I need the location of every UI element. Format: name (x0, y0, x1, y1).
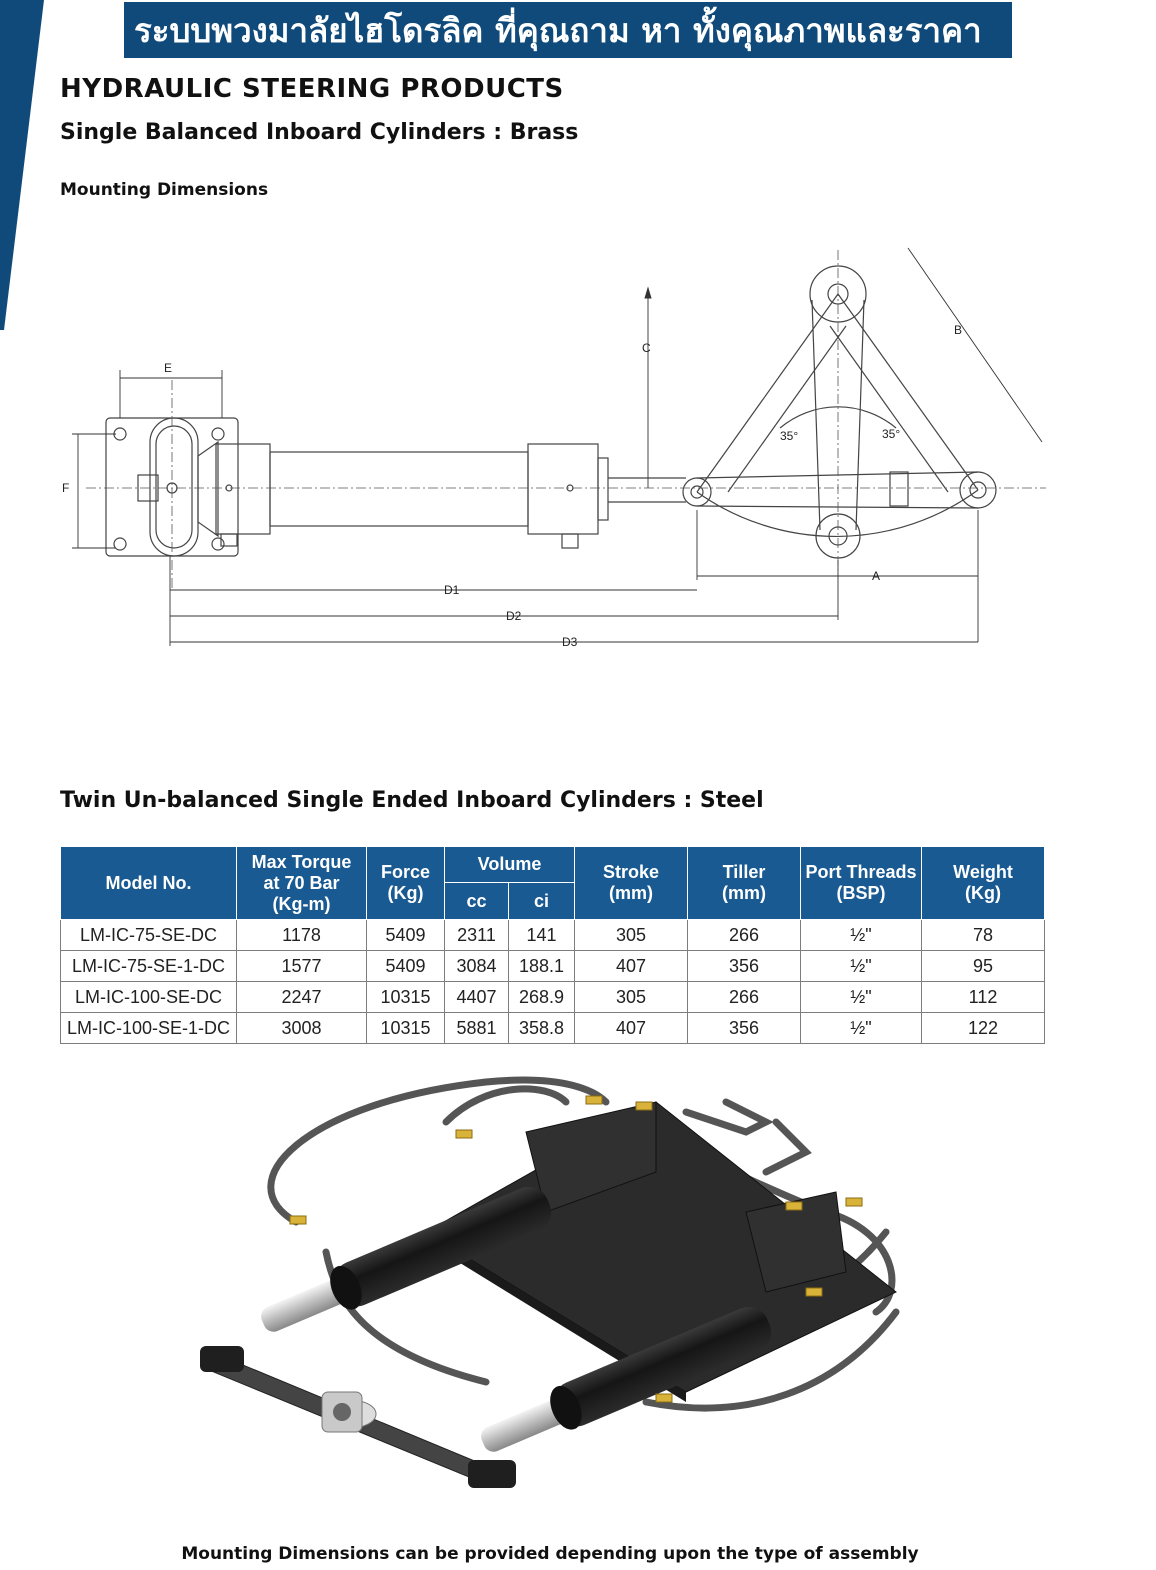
cell-port: ½" (801, 1013, 922, 1044)
cell-tiller: 266 (688, 982, 801, 1013)
cell-model: LM-IC-75-SE-DC (61, 920, 237, 951)
cell-model: LM-IC-75-SE-1-DC (61, 951, 237, 982)
table-row (61, 920, 1045, 951)
header-ci: ci (509, 883, 575, 920)
angle-label-left: 35° (780, 429, 799, 443)
header-stroke: Stroke (mm) (575, 847, 688, 920)
cell-tiller: 266 (688, 920, 801, 951)
cell-weight: 95 (922, 951, 1045, 982)
cell-stroke: 407 (575, 951, 688, 982)
twin-cylinder-product-image (186, 1062, 926, 1512)
dim-label-a: A (872, 569, 881, 583)
dim-label-b: B (954, 323, 963, 337)
cell-tiller: 356 (688, 951, 801, 982)
side-accent-bar (0, 0, 60, 340)
cell-force: 10315 (367, 982, 445, 1013)
cell-model: LM-IC-100-SE-1-DC (61, 1013, 237, 1044)
cylinder-rear-cap (216, 444, 270, 534)
cell-torque: 2247 (237, 982, 367, 1013)
cell-tiller: 356 (688, 1013, 801, 1044)
table-heading: Twin Un-balanced Single Ended Inboard Cylinders : Steel (60, 788, 764, 813)
header-torque: Max Torque at 70 Bar (Kg-m) (237, 847, 367, 920)
sub-heading: Single Balanced Inboard Cylinders : Brass (60, 120, 579, 145)
cell-cc: 5881 (445, 1013, 509, 1044)
table-row (61, 982, 1045, 1013)
cell-port: ½" (801, 982, 922, 1013)
cell-port: ½" (801, 951, 922, 982)
cell-cc: 3084 (445, 951, 509, 982)
cylinder-front-cap (528, 444, 598, 534)
cell-torque: 1178 (237, 920, 367, 951)
cell-ci: 268.9 (509, 982, 575, 1013)
footer-note: Mounting Dimensions can be provided depending upon the type of assembly (181, 1544, 919, 1564)
table-header-row (61, 847, 1045, 883)
dim-label-d3: D3 (562, 635, 578, 649)
header-port-threads: Port Threads (BSP) (801, 847, 922, 920)
cell-ci: 141 (509, 920, 575, 951)
cell-weight: 112 (922, 982, 1045, 1013)
cell-model: LM-IC-100-SE-DC (61, 982, 237, 1013)
header-tiller: Tiller (mm) (688, 847, 801, 920)
header-volume: Volume (445, 847, 575, 883)
dim-label-f: F (62, 481, 70, 495)
cell-force: 5409 (367, 920, 445, 951)
cylinder-barrel (270, 452, 528, 526)
cell-port: ½" (801, 920, 922, 951)
header-model: Model No. (61, 847, 237, 920)
cell-stroke: 305 (575, 982, 688, 1013)
mounting-dimension-drawing (56, 230, 1056, 660)
cell-force: 10315 (367, 1013, 445, 1044)
dim-label-c: C (642, 341, 651, 355)
cell-cc: 4407 (445, 982, 509, 1013)
cell-cc: 2311 (445, 920, 509, 951)
header-weight: Weight (Kg) (922, 847, 1045, 920)
cell-torque: 1577 (237, 951, 367, 982)
specs-table (60, 846, 1045, 1044)
thai-banner (124, 2, 1012, 58)
dim-label-e: E (164, 361, 173, 375)
header-cc: cc (445, 883, 509, 920)
banner-text: ระบบพวงมาลัยไฮโดรลิค ที่คุณถาม หา ทั้งคุณภาพและราคา (134, 10, 982, 50)
angle-label-right: 35° (882, 427, 901, 441)
cell-force: 5409 (367, 951, 445, 982)
dim-label-d2: D2 (506, 609, 522, 623)
table-row (61, 951, 1045, 982)
cell-stroke: 305 (575, 920, 688, 951)
main-heading: HYDRAULIC STEERING PRODUCTS (60, 74, 564, 104)
dim-label-d1: D1 (444, 583, 460, 597)
cell-torque: 3008 (237, 1013, 367, 1044)
cell-ci: 188.1 (509, 951, 575, 982)
cell-stroke: 407 (575, 1013, 688, 1044)
header-force: Force (Kg) (367, 847, 445, 920)
cell-ci: 358.8 (509, 1013, 575, 1044)
cell-weight: 78 (922, 920, 1045, 951)
cell-weight: 122 (922, 1013, 1045, 1044)
mounting-heading: Mounting Dimensions (60, 180, 269, 200)
table-row (61, 1013, 1045, 1044)
